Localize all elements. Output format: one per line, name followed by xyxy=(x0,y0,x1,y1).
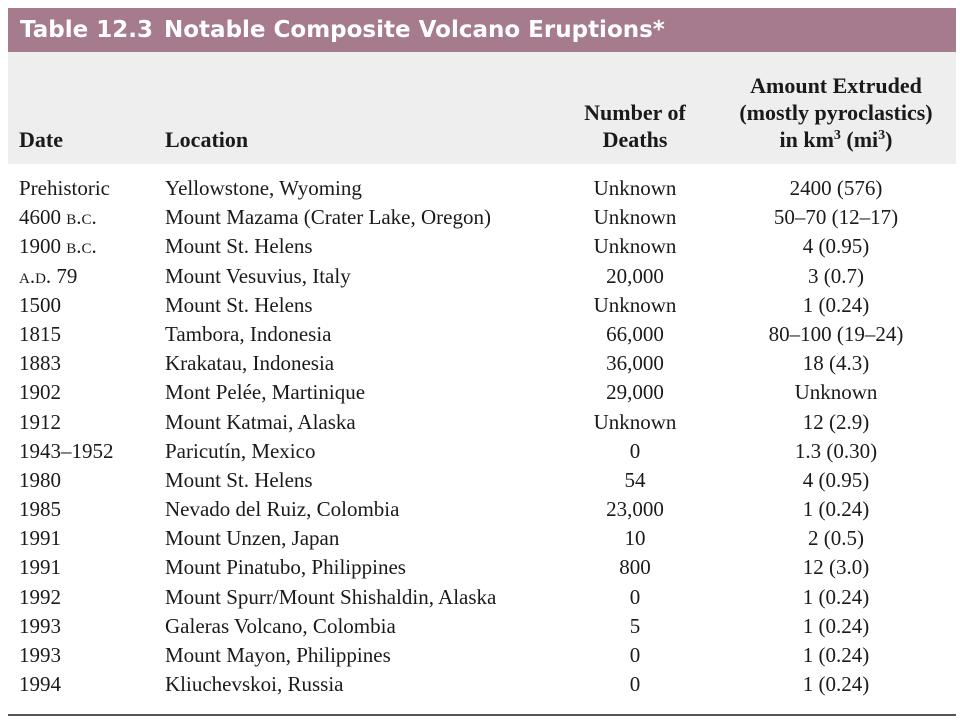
cell-date xyxy=(19,408,61,437)
header-amount-unit-c: ) xyxy=(885,127,893,152)
cell-amount: 1 (0.24) xyxy=(802,613,870,638)
cell-location: Mount St. Helens xyxy=(165,292,313,317)
cell-date-value: 1993 xyxy=(19,613,61,638)
cell-amount: 80–100 (19–24) xyxy=(768,321,904,346)
cell-date xyxy=(19,291,61,320)
cell-location: Yellowstone, Wyoming xyxy=(165,176,362,200)
cell-date-value: Prehistoric xyxy=(19,176,110,200)
cell-location: Paricutín, Mexico xyxy=(165,438,316,463)
cell-date-value: 1992 xyxy=(19,584,61,609)
header-location: Location xyxy=(165,127,249,152)
table-title-bar xyxy=(8,8,956,52)
cell-date-value: 1902 xyxy=(19,380,61,405)
cell-deaths: Unknown xyxy=(593,292,677,317)
cell-amount: 1 (0.24) xyxy=(802,672,870,697)
header-date: Date xyxy=(19,127,63,152)
cell-amount: 18 (4.3) xyxy=(802,351,870,376)
table-row xyxy=(0,670,960,699)
cell-location: Mount Katmai, Alaska xyxy=(165,409,356,434)
cell-location: Kliuchevskoi, Russia xyxy=(165,672,344,697)
table-row xyxy=(0,437,960,466)
table-row xyxy=(0,612,960,641)
cell-amount: 1 (0.24) xyxy=(802,643,870,667)
cell-location: Nevado del Ruiz, Colombia xyxy=(165,497,400,522)
cell-date xyxy=(19,641,61,670)
table-title: Notable Composite Volcano Eruptions* xyxy=(164,17,665,43)
table-bottom-rule xyxy=(8,714,956,716)
header-deaths xyxy=(560,99,710,153)
cell-date-value: 1993 xyxy=(19,643,61,667)
cell-deaths: 54 xyxy=(624,467,646,492)
cell-amount: 1 (0.24) xyxy=(802,497,870,522)
cell-location: Mount St. Helens xyxy=(165,234,313,259)
table-number: Table 12.3 xyxy=(20,17,153,43)
cell-date xyxy=(19,466,61,495)
cell-deaths: 0 xyxy=(629,438,641,463)
cell-deaths: Unknown xyxy=(593,234,677,259)
table-row xyxy=(0,495,960,524)
cell-deaths: Unknown xyxy=(593,205,677,230)
table-row xyxy=(0,232,960,261)
cell-date xyxy=(19,612,61,641)
cell-deaths: 800 xyxy=(619,555,651,580)
table-row xyxy=(0,174,960,203)
cell-location: Mont Pelée, Martinique xyxy=(165,380,366,405)
cell-date-value: 1815 xyxy=(19,321,61,346)
cell-date-value: 1994 xyxy=(19,672,61,697)
cell-deaths: 36,000 xyxy=(606,351,664,376)
cell-date xyxy=(19,583,61,612)
cell-location: Mount Unzen, Japan xyxy=(165,526,340,551)
header-amount-line1: Amount Extruded xyxy=(750,73,922,98)
header-amount xyxy=(716,72,956,153)
header-deaths-line2: Deaths xyxy=(602,127,668,152)
header-amount-unit-a: in km xyxy=(779,127,834,152)
table-row xyxy=(0,553,960,582)
cell-location: Mount Spurr/Mount Shishaldin, Alaska xyxy=(165,584,497,609)
cell-amount: 1 (0.24) xyxy=(802,292,870,317)
cell-date-era: a.d. 79 xyxy=(19,263,78,288)
header-amount-unit-b: (mi xyxy=(840,127,879,152)
cell-amount: 50–70 (12–17) xyxy=(773,205,899,230)
cell-date xyxy=(19,524,61,553)
cell-date-value: 1912 xyxy=(19,409,61,434)
cell-date-value: 1991 xyxy=(19,526,61,551)
cell-date-value: 1980 xyxy=(19,467,61,492)
cell-amount: 2 (0.5) xyxy=(808,526,864,551)
cell-date xyxy=(19,437,114,466)
cell-location: Galeras Volcano, Colombia xyxy=(165,613,396,638)
cell-deaths: 20,000 xyxy=(606,263,664,288)
table-row xyxy=(0,641,960,670)
cell-date xyxy=(19,262,77,291)
cell-amount: 2400 (576) xyxy=(789,176,883,200)
cell-date xyxy=(19,495,61,524)
cell-deaths: 10 xyxy=(624,526,646,551)
cell-amount: 4 (0.95) xyxy=(802,234,870,259)
cell-amount: 1 (0.24) xyxy=(802,584,870,609)
cell-deaths: 23,000 xyxy=(606,497,664,522)
cell-location: Tambora, Indonesia xyxy=(165,321,332,346)
cell-deaths: 29,000 xyxy=(606,380,664,405)
header-amount-line3 xyxy=(716,126,956,153)
table-body xyxy=(0,174,960,699)
cell-date-value: 1991 xyxy=(19,555,61,580)
cell-amount: Unknown xyxy=(794,380,878,405)
table-row xyxy=(0,583,960,612)
cell-amount: 1.3 (0.30) xyxy=(794,438,878,463)
cell-date-value: 4600 xyxy=(19,205,67,230)
cell-date xyxy=(19,203,97,232)
cell-location: Mount Mazama (Crater Lake, Oregon) xyxy=(165,205,491,230)
table-row xyxy=(0,408,960,437)
header-amount-sup2: 3 xyxy=(878,128,886,143)
cell-date xyxy=(19,553,61,582)
table-row xyxy=(0,262,960,291)
cell-amount: 12 (3.0) xyxy=(802,555,870,580)
cell-deaths: 0 xyxy=(629,584,641,609)
table-row xyxy=(0,291,960,320)
cell-date-value: 1500 xyxy=(19,292,61,317)
cell-amount: 12 (2.9) xyxy=(802,409,870,434)
cell-date xyxy=(19,320,61,349)
cell-deaths: 0 xyxy=(629,672,641,697)
table-row xyxy=(0,349,960,378)
table-row xyxy=(0,524,960,553)
cell-date xyxy=(19,670,61,699)
cell-date-value: 1900 xyxy=(19,234,67,259)
cell-date-value: 1985 xyxy=(19,497,61,522)
cell-location: Mount St. Helens xyxy=(165,467,313,492)
cell-deaths: 5 xyxy=(629,613,641,638)
cell-location: Mount Vesuvius, Italy xyxy=(165,263,351,288)
table-row xyxy=(0,466,960,495)
cell-date xyxy=(19,349,61,378)
cell-location: Mount Mayon, Philippines xyxy=(165,643,391,667)
header-amount-sup1: 3 xyxy=(833,128,841,143)
cell-date xyxy=(19,378,61,407)
cell-location: Mount Pinatubo, Philippines xyxy=(165,555,406,580)
cell-location: Krakatau, Indonesia xyxy=(165,351,335,376)
cell-date xyxy=(19,174,110,203)
table-row xyxy=(0,203,960,232)
header-deaths-line1: Number of xyxy=(584,100,686,125)
cell-deaths: Unknown xyxy=(593,409,677,434)
cell-date xyxy=(19,232,97,261)
header-amount-line2: (mostly pyroclastics) xyxy=(739,100,933,125)
table-row xyxy=(0,320,960,349)
cell-deaths: Unknown xyxy=(593,176,677,200)
cell-amount: 3 (0.7) xyxy=(808,263,864,288)
cell-date-value: 1883 xyxy=(19,351,61,376)
cell-amount: 4 (0.95) xyxy=(802,467,870,492)
cell-deaths: 66,000 xyxy=(606,321,664,346)
cell-date-value: 1943–1952 xyxy=(19,438,114,463)
cell-date-era: b.c. xyxy=(66,234,97,259)
table-row xyxy=(0,378,960,407)
cell-date-era: b.c. xyxy=(66,205,97,230)
cell-deaths: 0 xyxy=(629,643,641,667)
